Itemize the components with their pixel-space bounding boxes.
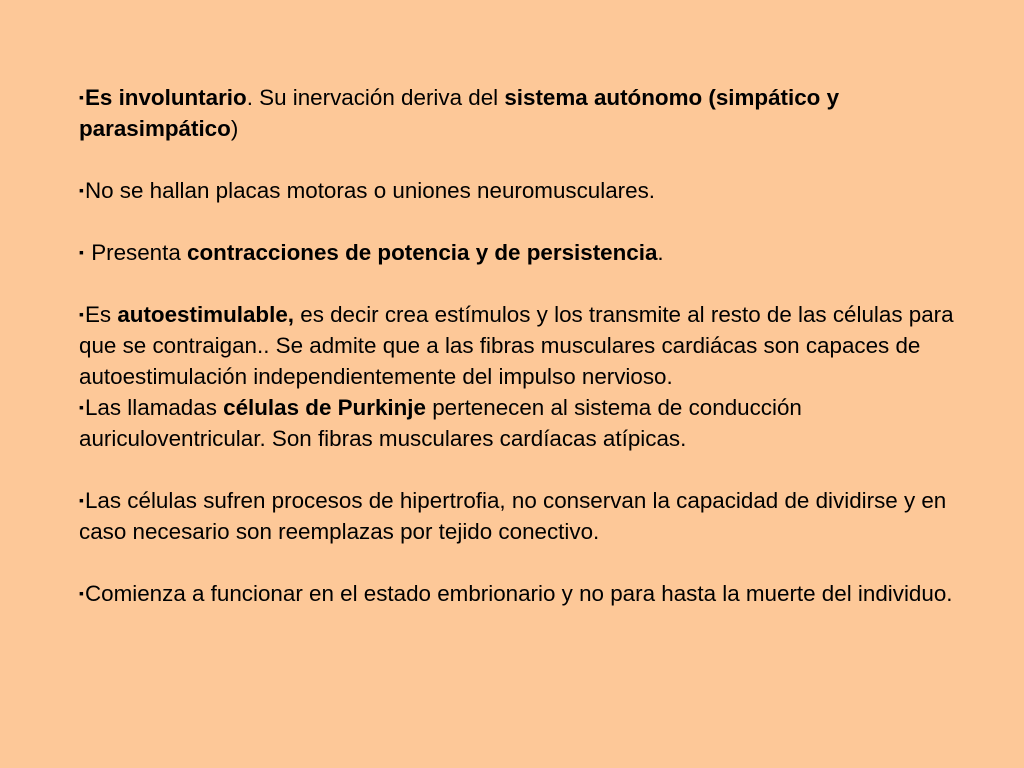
spacer [79, 144, 989, 175]
square-bullet-icon: ▪ [79, 306, 84, 322]
bullet-text: pertenecen al sistema de conducción auriculoventricular. Son fibras musculares cardíacas atípicas. [79, 395, 802, 451]
bullet-text: es decir crea estímulos y los transmite al resto de las células para que se contraigan.. Se admite que a las fibras musculares cardiácas son capaces de autoestimulación independientemente del impulso nervioso. [79, 302, 954, 389]
bullet-text: . [657, 240, 664, 265]
bullet-list [79, 82, 989, 609]
bullet-embrionario [79, 578, 989, 609]
square-bullet-icon: ▪ [79, 585, 84, 601]
bullet-text: No se hallan placas motoras o uniones neuromusculares. [84, 178, 656, 203]
bullet-text: . Su inervación deriva del [246, 85, 505, 110]
bullet-placas-motoras [79, 175, 989, 206]
square-bullet-icon: ▪ [79, 89, 84, 105]
spacer [79, 454, 989, 485]
bullet-purkinje [79, 392, 989, 454]
bullet-contracciones [79, 237, 989, 268]
square-bullet-icon: ▪ [79, 182, 84, 198]
bullet-text-bold: autoestimulable, [117, 302, 295, 327]
bullet-hipertrofia [79, 485, 989, 547]
bullet-text: Las células sufren procesos de hipertrofia, no conservan la capacidad de dividirse y en caso necesario son reemplazas por tejido conectivo. [79, 488, 947, 544]
square-bullet-icon: ▪ [79, 244, 84, 260]
spacer [79, 547, 989, 578]
bullet-involuntario [79, 82, 989, 144]
bullet-text: Comienza a funcionar en el estado embrionario y no para hasta la muerte del individuo. [84, 581, 953, 606]
bullet-text-bold: Es involuntario [84, 85, 247, 110]
bullet-text-bold: sistema autónomo (simpático y parasimpático [79, 85, 840, 141]
bullet-text-bold: contracciones de potencia y de persistencia [187, 240, 658, 265]
bullet-text: Las llamadas [84, 395, 224, 420]
square-bullet-icon: ▪ [79, 399, 84, 415]
bullet-autoestimulable [79, 299, 989, 392]
bullet-text: Es [84, 302, 118, 327]
spacer [79, 206, 989, 237]
bullet-text: ) [230, 116, 239, 141]
spacer [79, 268, 989, 299]
square-bullet-icon: ▪ [79, 492, 84, 508]
bullet-text: Presenta [84, 240, 188, 265]
bullet-text-bold: células de Purkinje [223, 395, 426, 420]
